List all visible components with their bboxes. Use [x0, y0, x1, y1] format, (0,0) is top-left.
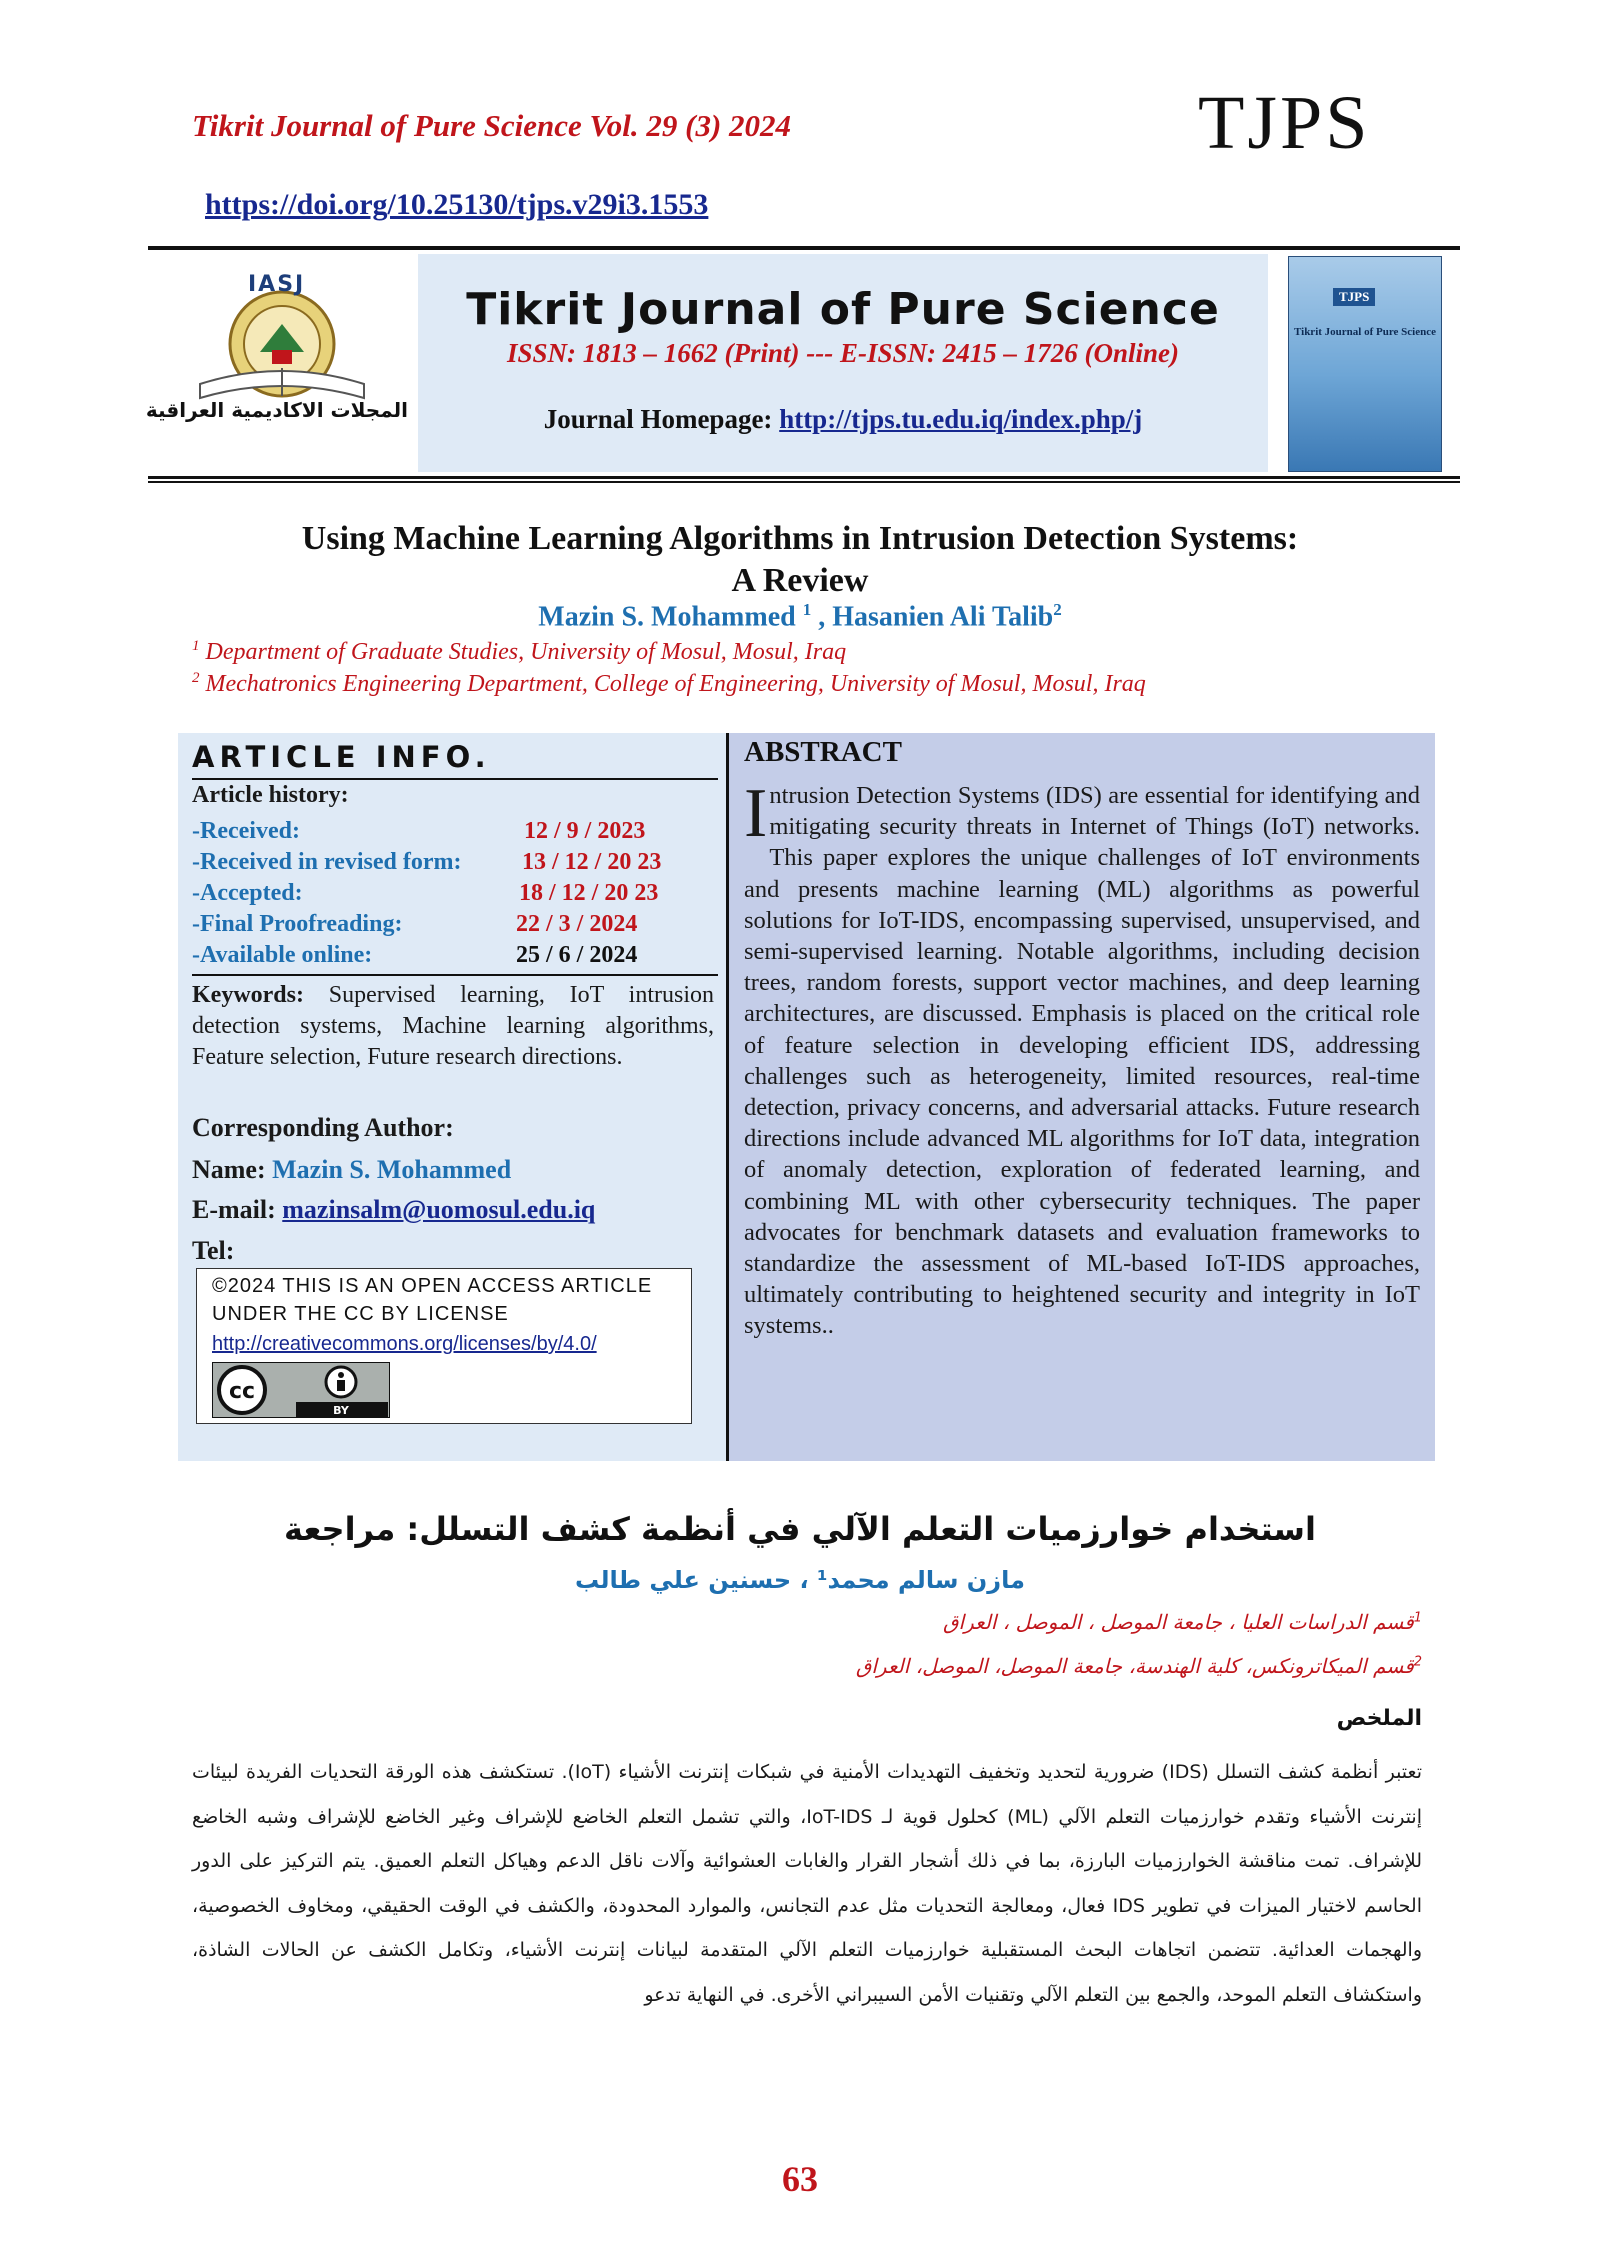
abstract-heading: ABSTRACT — [744, 736, 902, 768]
journal-homepage — [418, 404, 1268, 435]
paper-title-line2: A Review — [731, 562, 869, 599]
iasj-label: IASJ — [248, 272, 306, 297]
cover-title: Tikrit Journal of Pure Science — [1294, 326, 1436, 338]
author-list — [150, 600, 1450, 633]
journal-banner-title: Tikrit Journal of Pure Science — [466, 284, 1220, 335]
arabic-affiliation-2-text: قسم الميكاترونكس، كلية الهندسة، جامعة الموصل، الموصل، العراق — [855, 1654, 1414, 1678]
page-number: 63 — [782, 2159, 818, 2199]
author-name-row — [192, 1155, 511, 1185]
corresponding-author-label: Corresponding Author: — [192, 1113, 454, 1142]
history-accepted-label: -Accepted: — [192, 880, 303, 906]
keywords-text: Supervised learning, IoT intrusion detection systems, Machine learning algorithms, Feature selection, Future research directions. — [192, 982, 714, 1070]
tjps-logo: TJPS — [1198, 81, 1371, 165]
paper-title-line1: Using Machine Learning Algorithms in Intrusion Detection Systems: — [301, 520, 1299, 557]
abstract-dropcap: I — [744, 775, 768, 852]
homepage-label: Journal Homepage: — [543, 404, 780, 434]
keywords-block — [192, 980, 714, 1073]
author-2-affil-mark: 2 — [1053, 600, 1062, 619]
corresponding-email-link[interactable]: mazinsalm@uomosul.edu.iq — [282, 1195, 596, 1224]
arabic-affiliation-2 — [856, 1654, 1422, 1678]
history-revised-label: -Received in revised form: — [192, 849, 462, 875]
email-label: E-mail: — [192, 1195, 283, 1224]
arabic-affiliation-1-text: قسم الدراسات العليا ، جامعة الموصل ، الموصل ، العراق — [943, 1610, 1414, 1634]
arabic-affiliation-1 — [943, 1610, 1422, 1634]
cover-label: TJPS — [1333, 288, 1375, 306]
paper-title — [150, 518, 1450, 602]
banner-top-rule — [148, 246, 1460, 250]
author-1-affil-mark: 1 — [802, 600, 812, 619]
info-divider — [192, 778, 718, 780]
history-proofreading-date: 22 / 3 / 2024 — [516, 911, 638, 937]
svg-text:cc: cc — [228, 1379, 256, 1404]
keywords-label: Keywords: — [192, 982, 304, 1008]
arabic-authors: مازن سالم محمد¹ ، حسنين علي طالب — [575, 1566, 1025, 1594]
arabic-title: استخدام خوارزميات التعلم الآلي في أنظمة كشف التسلل: مراجعة — [284, 1510, 1316, 1548]
affiliation-2-mark: 2 — [192, 670, 200, 686]
affiliation-1-text: Department of Graduate Studies, University of Mosul, Mosul, Iraq — [205, 639, 847, 665]
arabic-affiliation-1-mark: 1 — [1413, 1610, 1422, 1626]
article-info-heading: ARTICLE INFO. — [192, 740, 491, 774]
author-separator: , — [811, 601, 833, 633]
abstract-body — [744, 775, 1420, 1342]
corresponding-name: Mazin S. Mohammed — [272, 1155, 512, 1184]
journal-citation-line: Tikrit Journal of Pure Science Vol. 29 (3) 2024 — [192, 108, 792, 143]
affiliation-1 — [192, 638, 846, 666]
history-received-label: -Received: — [192, 818, 300, 844]
affiliation-2 — [192, 670, 1146, 698]
banner-bottom-rule — [148, 476, 1460, 483]
affiliation-1-mark: 1 — [192, 638, 200, 654]
history-divider — [192, 974, 718, 976]
cc-by-icon[interactable] — [212, 1362, 390, 1418]
arabic-affiliation-2-mark: 2 — [1413, 1654, 1422, 1670]
history-online-date: 25 / 6 / 2024 — [516, 942, 638, 968]
history-online-label: -Available online: — [192, 942, 373, 968]
abstract-text: ntrusion Detection Systems (IDS) are essential for identifying and mitigating security threats in Internet of Things (IoT) networks. This paper explores the unique challenges of IoT environments and presents machine learning (ML) algorithms as powerful solutions for IoT-IDS, encompassing supervised, unsupervised, and semi-supervised learning. Notable algorithms, including decision trees, random forests, support vector machines, and deep learning architectures, are discussed. Emphasis is placed on the critical role of feature selection in developing efficient IDS, addressing challenges such as heterogeneity, limited resources, real-time detection, privacy concerns, and adversarial attacks. Future research directions include advanced ML algorithms for IoT data, integration of anomaly detection, exploration of federated learning, and combining ML with other cybersecurity techniques. The paper advocates for benchmark datasets and evaluation frameworks to standardize the assessment of ML-based IoT-IDS approaches, ultimately contributing to heightened security and integrity in IoT systems.. — [744, 782, 1420, 1340]
license-line-1: ©2024 THIS IS AN OPEN ACCESS ARTICLE — [212, 1275, 653, 1297]
author-email-row — [192, 1195, 595, 1225]
history-received-date: 12 / 9 / 2023 — [524, 818, 646, 844]
arabic-abstract-heading: الملخص — [1336, 1706, 1422, 1731]
iasj-arabic-label: المجلات الاكاديمية العراقية — [145, 398, 408, 422]
author-1: Mazin S. Mohammed — [538, 601, 796, 633]
name-label: Name: — [192, 1155, 273, 1184]
history-accepted-date: 18 / 12 / 20 23 — [519, 880, 659, 906]
license-link[interactable]: http://creativecommons.org/licenses/by/4.0/ — [212, 1333, 597, 1355]
author-2: Hasanien Ali Talib — [832, 601, 1054, 633]
affiliation-2-text: Mechatronics Engineering Department, College of Engineering, University of Mosul, Mosul, Iraq — [205, 671, 1146, 697]
article-history-title: Article history: — [192, 782, 349, 808]
cc-badge-text: BY — [333, 1404, 349, 1417]
issn-line: ISSN: 1813 – 1662 (Print) --- E-ISSN: 2415 – 1726 (Online) — [506, 338, 1180, 368]
homepage-link[interactable]: http://tjps.tu.edu.iq/index.php/j — [779, 404, 1143, 434]
tel-label: Tel: — [192, 1236, 235, 1265]
history-proofreading-label: -Final Proofreading: — [192, 911, 403, 937]
history-revised-date: 13 / 12 / 20 23 — [522, 849, 662, 875]
license-line-2: UNDER THE CC BY LICENSE — [212, 1303, 509, 1325]
arabic-abstract-body: تعتبر أنظمة كشف التسلل (IDS) ضرورية لتحديد وتخفيف التهديدات الأمنية في شبكات إنترنت الأشياء (IoT). تستكشف هذه الورقة التحديات الفريدة لبيئات إنترنت الأشياء وتقدم خوارزميات التعلم الآلي (ML) كحلول قوية لـ IoT-IDS، والتي تشمل التعلم الخاضع للإشراف وغير الخاضع للإشراف وشبه الخاضع للإشراف. تمت مناقشة الخوارزميات البارزة، بما في ذلك أشجار القرار والغابات العشوائية وآلات ناقل الدعم وهياكل التعلم العميق. يتم التركيز على الدور الحاسم لاختيار الميزات في تطوير IDS فعال، ومعالجة التحديات مثل عدم التجانس، والموارد المحدودة، والكشف في الوقت الحقيقي، ومخاوف الخصوصية، والهجمات العدائية. تتضمن اتجاهات البحث المستقبلية خوارزميات التعلم الآلي المتقدمة لبيانات إنترنت الأشياء، وتكامل الكشف عن الحالات الشاذة، واستكشاف التعلم الموحد، والجمع بين التعلم الآلي وتقنيات الأمن السيبراني الأخرى. في النهاية تدعو — [192, 1761, 1422, 2006]
doi-link[interactable]: https://doi.org/10.25130/tjps.v29i3.1553 — [205, 188, 709, 221]
